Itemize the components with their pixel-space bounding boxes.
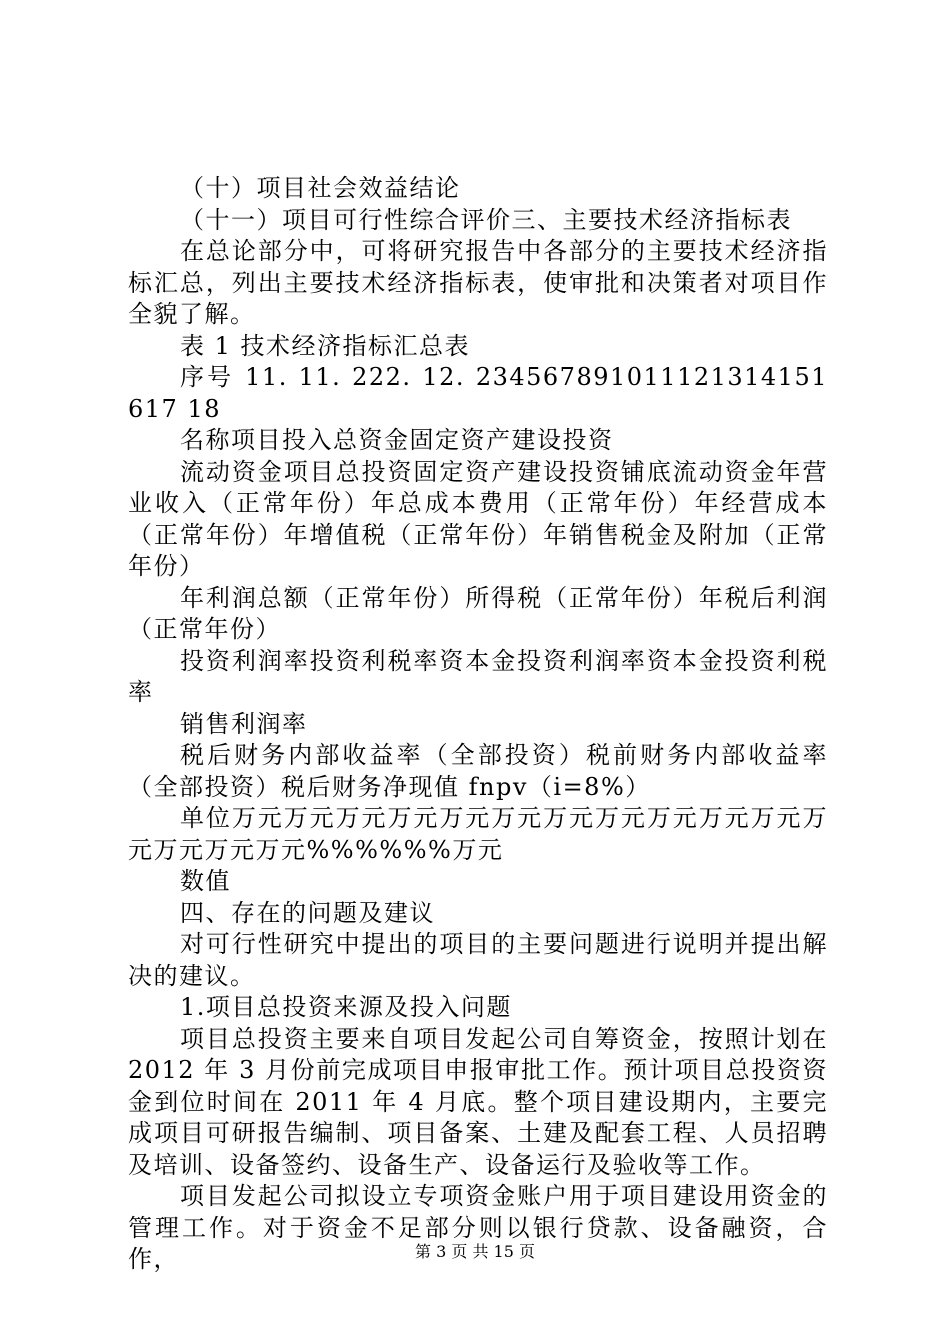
paragraph-units: 单位万元万元万元万元万元万元万元万元万元万元万元万元万元万元万元%%%%%%万元 bbox=[128, 804, 828, 864]
table-caption: 表 1 技术经济指标汇总表 bbox=[180, 331, 471, 360]
paragraph-social-benefit-conclusion: （十）项目社会效益结论 bbox=[180, 174, 461, 202]
section-heading-issues: 四、存在的问题及建议 bbox=[180, 898, 435, 927]
paragraph-working-capital: 流动资金项目总投资固定资产建设投资铺底流动资金年营业收入（正常年份）年总成本费用（正常年份）年经营成本（正常年份）年增值税（正常年份）年销售税金及附加（正常年份） bbox=[128, 457, 828, 580]
paragraph-fund-account: 项目发起公司拟设立专项资金账户用于项目建设用资金的管理工作。对于资金不足部分则以银行贷款、设备融资，合作， bbox=[128, 1182, 828, 1273]
subheading-investment-source: 1.项目总投资来源及投入问题 bbox=[180, 993, 512, 1021]
document-body bbox=[128, 173, 828, 1276]
paragraph-issues-intro: 对可行性研究中提出的项目的主要问题进行说明并提出解决的建议。 bbox=[128, 930, 828, 990]
paragraph-sales-profit-rate: 销售利润率 bbox=[180, 709, 308, 738]
paragraph-serial-numbers: 序号 11. 11. 222. 12. 234567891011121314151617 18 bbox=[128, 363, 828, 423]
paragraph-investment-source: 项目总投资主要来自项目发起公司自筹资金，按照计划在 2012 年 3 月份前完成项目申报审批工作。预计项目总投资资金到位时间在 2011 年 4 月底。整个项目建设期内，主要完成项目可研报告编制、项目备案、土建及配套工程、人员招聘及培训、设备签约、设备生产、设备运行及验收等工作。 bbox=[128, 1024, 828, 1179]
paragraph-values: 数值 bbox=[180, 867, 231, 895]
paragraph-irr-npv: 税后财务内部收益率（全部投资）税前财务内部收益率（全部投资）税后财务净现值 fnpv（i=8%） bbox=[128, 741, 828, 801]
page-footer: 第 3 页 共 15 页 bbox=[415, 1242, 535, 1261]
paragraph-names: 名称项目投入总资金固定资产建设投资 bbox=[180, 426, 614, 454]
paragraph-general-summary: 在总论部分中，可将研究报告中各部分的主要技术经济指标汇总，列出主要技术经济指标表，使审批和决策者对项目作全貌了解。 bbox=[128, 237, 828, 328]
paragraph-feasibility-evaluation: （十一）项目可行性综合评价三、主要技术经济指标表 bbox=[180, 205, 792, 234]
paragraph-investment-rates: 投资利润率投资利税率资本金投资利润率资本金投资利税率 bbox=[128, 646, 828, 706]
paragraph-annual-profit: 年利润总额（正常年份）所得税（正常年份）年税后利润（正常年份） bbox=[128, 583, 828, 643]
